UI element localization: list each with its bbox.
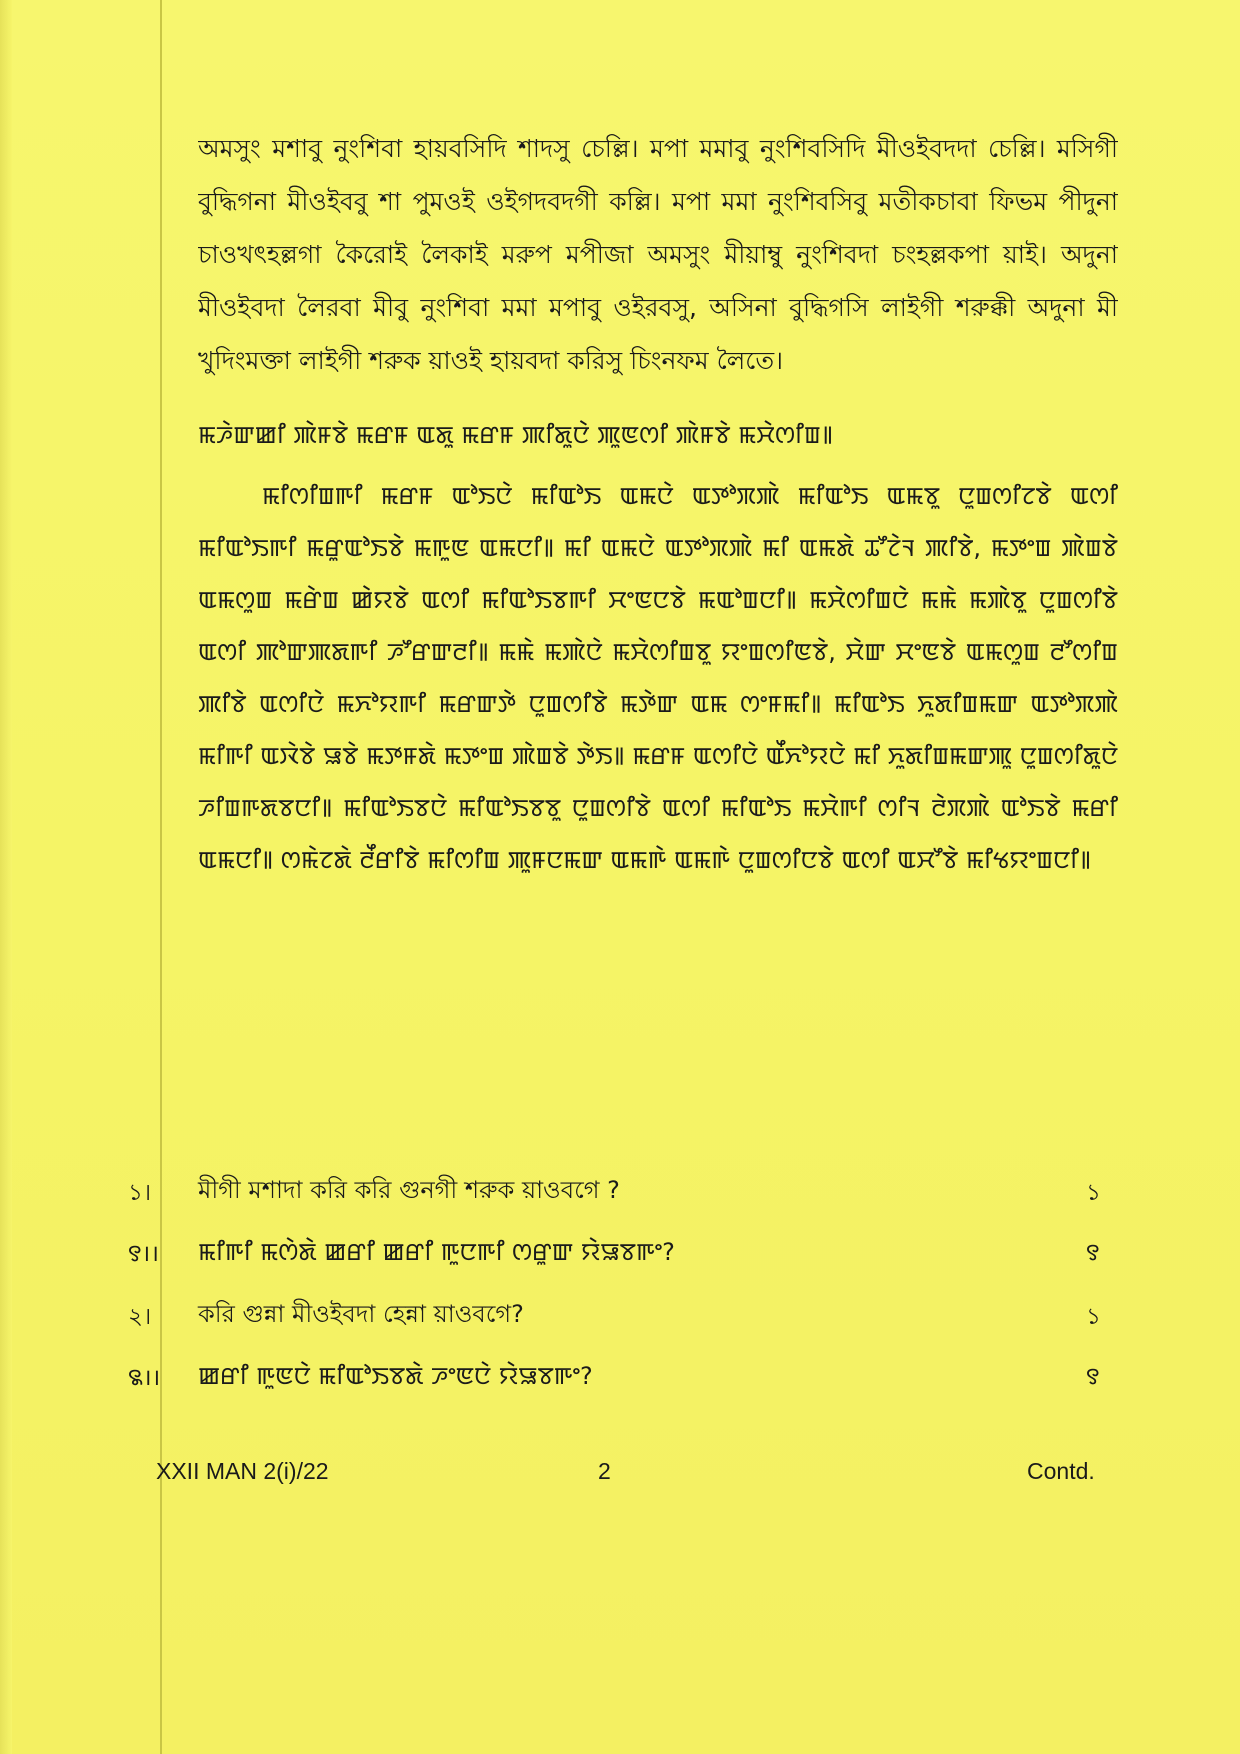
question-text: মীগী মশাদা করি করি গুনগী শরুক য়াওবগে ?	[198, 1176, 620, 1204]
question-text: ꯃꯤꯒꯤ ꯃꯁꯥꯗꯥ ꯀꯔꯤ ꯀꯔꯤ ꯒꯨꯅꯒꯤ ꯁꯔꯨꯛ ꯌꯥꯎꯕꯒꯦ?	[198, 1238, 675, 1266]
page-number: 2	[598, 1458, 611, 1484]
question-marks: ১	[1086, 1180, 1101, 1206]
question-marks: ꯱	[1086, 1364, 1100, 1390]
question-marks: ১	[1086, 1304, 1101, 1330]
question-number: ১।	[128, 1180, 152, 1206]
passage-meetei-body: ꯃꯤꯁꯤꯡꯒꯤ ꯃꯔꯝ ꯑꯣꯏꯅꯥ ꯃꯤꯑꯣꯏ ꯑꯃꯅꯥ ꯑꯇꯣꯞꯄꯥ ꯃꯤꯑꯣꯏ ꯑꯃꯕꯨ ꯅꯨꯡꯁꯤꯖꯕꯥ ꯑꯁꯤ ꯃꯤꯑꯣꯏꯒꯤ ꯃꯔꯨꯑꯣꯏꯕꯥ ꯃꯒꯨꯟ ꯑꯃꯅꯤ꯫ ꯃꯤ ꯑꯃꯅꯥ ꯑꯇꯣꯞꯄꯥ ꯃꯤ ꯑꯃꯗꯥ ꯊꯧꯖꯥꯜ ꯄꯤꯕꯥ, ꯃꯇꯦꯡ ꯄꯥꯡꯕꯥ ꯑꯃꯁꯨꯡ ꯃꯔꯥꯡ ꯀꯥꯌꯕꯥ ꯑꯁꯤ ꯃꯤꯑꯣꯏꯕꯒꯤ ꯆꯦꯟꯅꯕꯥ ꯃꯑꯣꯡꯅꯤ꯫ ꯃꯆꯥꯁꯤꯡꯅꯥ ꯃꯃꯥ ꯃꯄꯥꯕꯨ ꯅꯨꯡꯁꯤꯕꯥ ꯑꯁꯤ ꯄꯣꯛꯄꯗꯒꯤ ꯍꯧꯔꯛꯂꯤ꯫ ꯃꯃꯥ ꯃꯄꯥꯅꯥ ꯃꯆꯥꯁꯤꯡꯕꯨ ꯌꯦꯡꯁꯤꯟꯕꯥ, ꯆꯥꯛ ꯆꯦꯟꯕꯥ ꯑꯃꯁꯨꯡ ꯂꯧꯁꯤꯡ ꯄꯤꯕꯥ ꯑꯁꯤꯅꯥ ꯃꯈꯣꯌꯒꯤ ꯃꯔꯛꯇꯥ ꯅꯨꯡꯁꯤꯕꯥ ꯃꯇꯥꯛ ꯑꯃ ꯁꯦꯝꯃꯤ꯫ ꯃꯤꯑꯣꯏ ꯈꯨꯗꯤꯡꯃꯛ ꯑꯇꯣꯞꯄꯥ ꯃꯤꯒꯤ ꯑꯋꯥꯕꯥ ꯎꯕꯥ ꯃꯇꯝꯗꯥ ꯃꯇꯦꯡ ꯄꯥꯡꯕꯥ ꯇꯥꯏ꯫ ꯃꯔꯝ ꯑꯁꯤꯅꯥ ꯑꯩꯈꯣꯌꯅꯥ ꯃꯤ ꯈꯨꯗꯤꯡꯃꯛꯄꯨ ꯅꯨꯡꯁꯤꯗꯨꯅꯥ ꯍꯤꯡꯒꯗꯕꯅꯤ꯫ ꯃꯤꯑꯣꯏꯕꯅꯥ ꯃꯤꯑꯣꯏꯕꯕꯨ ꯅꯨꯡꯁꯤꯕꯥ ꯑꯁꯤ ꯃꯤꯑꯣꯏ ꯃꯆꯥꯒꯤ ꯁꯤꯜ ꯂꯥꯞꯄꯥ ꯑꯣꯏꯕꯥ ꯃꯔꯤ ꯑꯃꯅꯤ꯫ ꯁꯃꯥꯖꯗꯥ ꯂꯩꯔꯤꯕꯥ ꯃꯤꯁꯤꯡ ꯄꯨꯝꯅꯃꯛ ꯑꯃꯒꯥ ꯑꯃꯒꯥ ꯅꯨꯡꯁꯤꯅꯕꯥ ꯑꯁꯤ ꯑꯆꯧꯕꯥ ꯃꯤꯠꯌꯦꯡꯅꯤ꯫	[198, 482, 1118, 874]
question-number: ২।	[128, 1304, 152, 1330]
question-number: ꯲।।	[128, 1365, 161, 1391]
question-text: করি গুন্না মীওইবদা হেন্না য়াওবগে?	[198, 1300, 524, 1328]
paper-code: XXII MAN 2(i)/22	[156, 1458, 329, 1484]
question-number: ꯱।।	[128, 1241, 159, 1267]
question-row	[0, 1232, 1240, 1272]
continued-label: Contd.	[1027, 1458, 1095, 1484]
question-marks: ꯱	[1086, 1240, 1100, 1266]
question-row	[0, 1170, 1240, 1210]
passage-bengali: অমসুং মশাবু নুংশিবা হায়বসিদি শাদসু চেল্লি। মপা মমাবু নুংশিবসিদি মীওইবদদা চেল্লি। মসিগী বুদ্ধিগনা মীওইববু শা পুমওই ওইগদবদগী কল্লি। মপা মমা নুংশিবসিবু মতীকচাবা ফিভম পীদুনা চাওখৎহল্লগা কৈরোই লৈকাই মরুপ মপীজা অমসুং মীয়াম্বু নুংশিবদা চংহল্লকপা য়াই। অদুনা মীওইবদা লৈরবা মীবু নুংশিবা মমা মপাবু ওইরবসু, অসিনা বুদ্ধিগসি লাইগী শরুক্কী অদুনা মী খুদিংমক্তা লাইগী শরুক য়াওই হায়বদা করিসু চিংনফম লৈতে।	[198, 134, 1118, 375]
question-text: ꯀꯔꯤ ꯒꯨꯟꯅꯥ ꯃꯤꯑꯣꯏꯕꯗꯥ ꯍꯦꯟꯅꯥ ꯌꯥꯎꯕꯒꯦ?	[198, 1362, 593, 1390]
question-row	[0, 1294, 1240, 1334]
question-row	[0, 1356, 1240, 1396]
passage-meetei-heading: ꯃꯍꯥꯛꯀꯤ ꯄꯥꯝꯕꯥ ꯃꯔꯝ ꯑꯗꯨ ꯃꯔꯝ ꯄꯤꯗꯨꯅꯥ ꯄꯨꯟꯁꯤ ꯄꯥꯝꯕꯥ ꯃꯆꯥꯁꯤꯡ꯫	[198, 421, 833, 449]
page-footer	[0, 1458, 1240, 1498]
